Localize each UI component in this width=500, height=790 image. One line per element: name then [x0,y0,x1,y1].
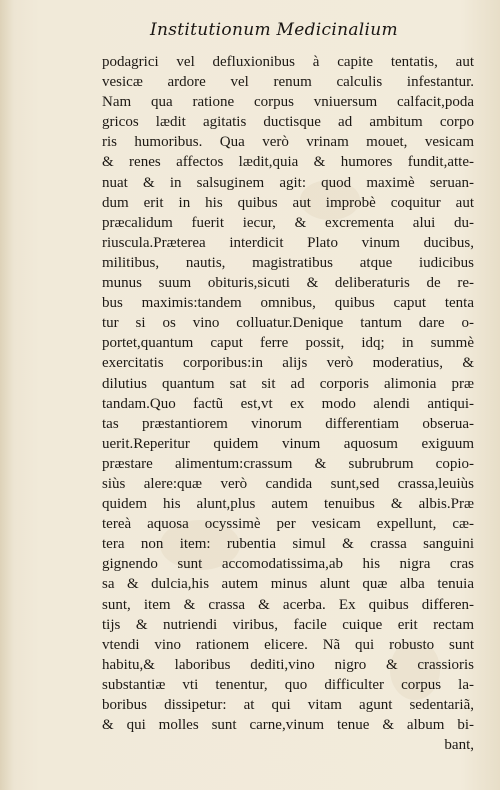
text-line: munus suum obituris,sicuti & deliberaturis de re- [102,275,474,292]
text-line: exercitatis corporibus:in alijs verò moderatius, & [102,355,474,372]
text-line: bant, [444,737,474,754]
text-line: & renes affectos lædit,quia & humores fundit,atte- [102,154,474,171]
text-line: habitu,& laboribus dediti,vino nigro & crassioris [102,656,474,673]
body-text [102,52,474,755]
text-line: tur si os vino colluatur.Denique tantum dare o- [102,315,474,332]
text-line: portet,quantum caput ferre possit, idq; in summè [102,335,474,352]
text-line: vtendi vino rationem elicere. Nã qui robusto sunt [102,636,474,653]
text-line: boribus dissipetur: at qui vitam agunt sedentariã, [102,697,474,713]
text-line: bus maximis:tandem omnibus, quibus caput tenta [102,295,474,312]
text-line: præstare alimentum:crassum & subrubrum copio- [102,455,474,472]
text-line: tandam.Quo factũ est,vt ex modo alendi antiqui- [102,395,474,412]
text-line: præcalidum fuerit iecur, & excrementa alui du- [102,214,474,231]
text-line: substantiæ vti tenentur, quo difficulter corpus la- [102,676,474,693]
text-line: uerit.Reperitur quidem vinum aquosum exiguum [102,435,474,452]
text-line: dum erit in his quibus aut improbè coquitur aut [102,194,474,211]
text-line: riuscula.Præterea interdicit Plato vinum ducibus, [102,234,474,251]
text-line: & qui molles sunt carne,vinum tenue & album bi- [102,717,474,734]
text-line: nuat & in salsuginem agit: quod maximè seruan- [102,174,474,191]
text-line: militibus, nautis, magistratibus atque iudicibus [102,254,474,271]
text-line: ris humoribus. Qua verò vrinam mouet, vesicam [102,134,474,151]
text-line: podagrici vel defluxionibus à capite tentatis, aut [102,54,474,70]
text-line: sunt, item & crassa & acerba. Ex quibus differen- [102,596,474,613]
text-line: tijs & nutriendi viribus, facile cuique erit rectam [102,616,474,633]
text-line: gignendo sunt accomodatissima,ab his nigra cras [102,556,474,573]
text-line: siùs alere:quæ verò candida sunt,sed crassa,leuiùs [102,475,474,492]
text-line: sa & dulcia,his autem minus alunt quæ alba tenuia [102,576,474,593]
text-line: tas præstantiorem vinorum differentiam obserua- [102,415,474,432]
text-line: gricos lædit agitatis ductisque ad ambitum corpo [102,114,474,131]
text-line: dilutius quantum sat sit ad corporis alimonia præ [102,375,474,392]
text-line: vesicæ ardore vel renum calculis infestantur. [102,74,474,91]
text-line: tera non item: rubentia simul & crassa sanguini [102,536,474,553]
text-line: tereà aquosa ocyssimè per vesicam expellunt, cæ- [102,516,474,533]
running-head: Institutionum Medicinalium [150,20,398,40]
text-line: quidem his alunt,plus autem tenuibus & albis.Præ [102,496,474,513]
text-line: Nam qua ratione corpus vniuersum calfacit,poda [102,94,474,111]
